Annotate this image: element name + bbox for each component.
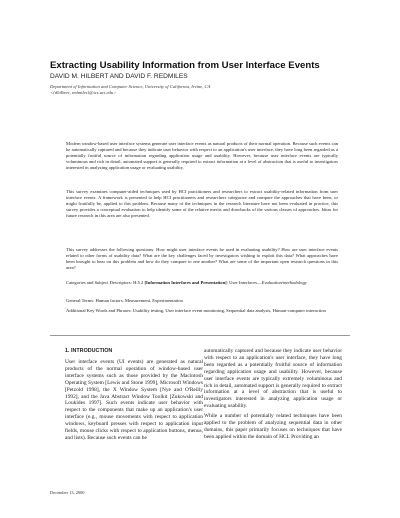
paper-authors: DAVID M. HILBERT AND DAVID F. REDMILES <box>50 73 188 80</box>
footer-date: December 13, 2000 <box>50 490 85 495</box>
affiliation-department: Department of Information and Computer Science, University of California, Irvine, CA <box>50 84 211 89</box>
affiliation-email: <{dhilbert, redmiles}@ics.uci.edu> <box>50 90 117 95</box>
categories-prefix: Categories and Subject Descriptors: H.5.2 <box>66 280 145 285</box>
intro-paragraph-2: automatically captured and because they indicate user behavior with respect to an application's user interface, they have long been regarded as a potentially fruitful source of information regarding application usage and usability. However, because user interface events are typically extremely voluminous and rich in detail, automated support is generally required to extract information at a level of abstraction that is useful to investigators interested in analyzing application usage or evaluating usability. <box>204 348 342 410</box>
categories-middle: : User Interfaces— <box>226 280 262 285</box>
section-divider <box>50 335 350 336</box>
section-heading-introduction: 1. INTRODUCTION <box>65 348 113 354</box>
abstract-paragraph-3 <box>66 247 338 271</box>
categories-italic: Evaluation/methodology <box>261 280 307 285</box>
abstract-text-1: Modern window-based user interface systems generate user interface events as natural products of their normal operation. Because such events can be automatically captured and because they indicate user behavior with respect to an application's user interface, they have long been regarded as a potentially fruitful source of information regarding application usage and usability. However, because user interface events are typically voluminous and rich in detail, automated support is generally required to extract information at a level of abstraction that is useful to investigators interested in analyzing application usage or evaluating usability. <box>66 141 338 170</box>
right-column <box>204 348 342 444</box>
intro-paragraph-3: While a number of potentially related techniques have been applied to the problem of analyzing sequential data in other domains, this paper primarily focuses on techniques that have been applied within the domain of HCI. Providing an <box>204 413 342 440</box>
intro-paragraph-1: User interface events (UI events) are generated as natural products of the normal operation of window-based user interface systems such as those provided by the Macintosh Operating System [Lewis and Stone 1999], Microsoft Windows [Petzold 1998], the X Window System [Nye and O'Reilly 1992], and the Java Abstract Window Toolkit [Zukowski and Loukides 1997]. Such events indicate user behavior with respect to the components that make up an application's user interface (e.g., mouse movements with respect to application windows, keyboard presses with respect to application input fields, mouse clicks with respect to application buttons, menus, and lists). Because such events can be <box>65 359 203 441</box>
abstract-paragraph-2 <box>66 189 338 219</box>
subject-descriptors <box>66 280 338 286</box>
paper-title: Extracting Usability Information from User Interface Events <box>50 60 320 71</box>
abstract-paragraph-1 <box>66 141 338 171</box>
left-column <box>65 348 203 445</box>
categories-bold: [Information Interfaces and Presentation] <box>144 280 227 285</box>
author-affiliation <box>50 84 350 96</box>
abstract-text-3: This survey addresses the following questions: How might user interface events be used in evaluating usability? How are user interface events related to other forms of usability data? What are the key challenges faced by investigators wishing to exploit this data? What approaches have been brought to bear on this problem and how do they compare to one another? What are some of the important open research questions in this area? <box>66 247 338 270</box>
general-terms: General Terms: Human factors, Measurement, Experimentation <box>66 298 183 303</box>
additional-keywords: Additional Key Words and Phrases: Usability testing, User interface event monitoring, Sequential data analysis, Human-computer interaction <box>66 308 326 313</box>
abstract-text-2: This survey examines computer-aided techniques used by HCI practitioners and researchers to extract usability-related information from user interface events. A framework is presented to help HCI practitioners and researchers categorize and compare the approaches that have been, or might fruitfully be, applied to this problem. Because many of the techniques in the research literature have not been evaluated in practice, this survey provides a conceptual evaluation to help identify some of the relative merits and drawbacks of the various classes of approaches. Ideas for future research in this area are also presented. <box>66 189 338 218</box>
